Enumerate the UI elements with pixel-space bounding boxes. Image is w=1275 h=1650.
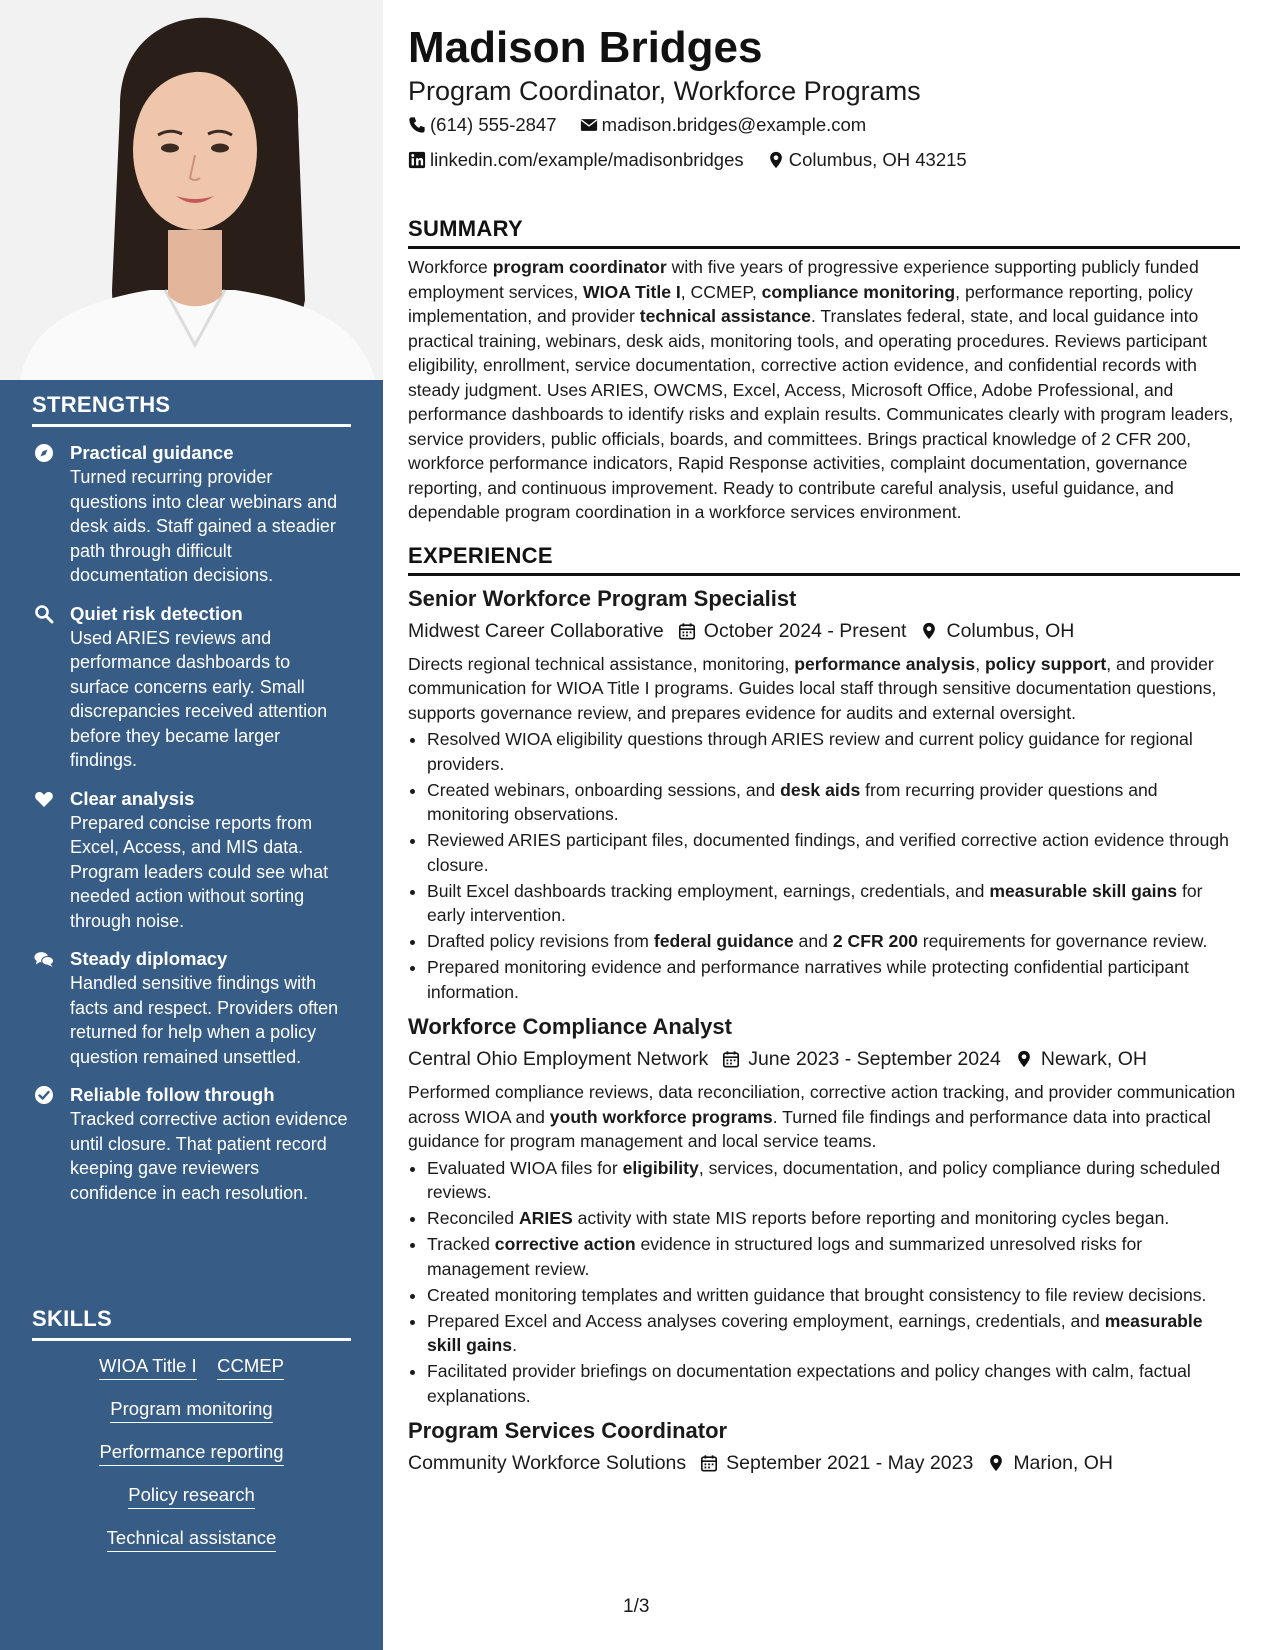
bold-keyword: youth workforce programs xyxy=(549,1106,773,1127)
job-description: Directs regional technical assistance, monitoring, performance analysis, policy support, and provider communication for WIOA Title I programs. Guides local staff through sensitive documentation questions, supports governance review, and prepares evidence for audits and external oversight. xyxy=(408,653,1217,723)
phone-icon xyxy=(408,116,426,134)
bold-keyword: federal guidance xyxy=(653,931,794,951)
skill-tag: Technical assistance xyxy=(107,1527,277,1552)
map-pin-icon xyxy=(920,622,938,640)
job-title: Workforce Compliance Analyst xyxy=(408,1014,732,1039)
strength-text: Handled sensitive findings with facts and respect. Providers often returned for help when a policy question remained unsettled. xyxy=(70,973,339,1067)
map-pin-icon xyxy=(1015,1050,1033,1068)
linkedin-contact xyxy=(408,145,744,175)
summary-heading: SUMMARY xyxy=(408,216,1240,249)
strength-text: Prepared concise reports from Excel, Access, and MIS data. Program leaders could see what needed action without sorting through noise. xyxy=(70,812,329,931)
strength-item xyxy=(32,787,351,934)
skills-list xyxy=(32,1355,351,1552)
job-bullet: • Reconciled ARIES activity with state MIS reports before reporting and monitoring cycles began. xyxy=(427,1206,1240,1231)
skills-heading: SKILLS xyxy=(32,1306,351,1341)
strength-text: Turned recurring provider questions into clear webinars and desk aids. Staff gained a steadier path through difficult documentation decisions. xyxy=(70,467,338,585)
job-bullet: • Facilitated provider briefings on documentation expectations and policy changes with calm, factual explanations. xyxy=(427,1359,1240,1408)
job-title: Program Services Coordinator xyxy=(408,1418,728,1443)
experience-section xyxy=(408,543,1240,1479)
phone-number[interactable]: (614) 555-2847 xyxy=(430,114,557,135)
skill-tag: CCMEP xyxy=(217,1355,284,1380)
job-bullet: • Prepared monitoring evidence and performance narratives while protecting confidential participant information. xyxy=(427,955,1240,1004)
company-name: Community Workforce Solutions xyxy=(408,1452,687,1474)
job-entry xyxy=(408,584,1240,1005)
job-description: Performed compliance reviews, data reconciliation, corrective action tracking, and provider communication across WIOA and youth workforce programs. Turned file findings and performance data into practical guidance for program management and local service teams. xyxy=(408,1082,1236,1151)
job-bullet: • Built Excel dashboards tracking employment, earnings, credentials, and measurable skill gains for early intervention. xyxy=(427,879,1240,928)
strength-item xyxy=(32,602,351,773)
job-bullet: • Created monitoring templates and written guidance that brought consistency to file review decisions. xyxy=(427,1283,1240,1308)
strength-text: Tracked corrective action evidence until closure. That patient record keeping gave reviewers confidence in each resolution. xyxy=(70,1109,348,1203)
map-pin-icon xyxy=(767,151,785,169)
company-name: Midwest Career Collaborative xyxy=(408,619,664,642)
strengths-heading: STRENGTHS xyxy=(32,392,351,427)
bold-keyword: policy support xyxy=(984,653,1107,674)
phone-contact xyxy=(408,110,557,140)
job-bullet: • Created webinars, onboarding sessions, and desk aids from recurring provider questions and monitoring observations. xyxy=(427,778,1240,827)
location-contact xyxy=(767,145,967,175)
job-bullet: • Evaluated WIOA files for eligibility, services, documentation, and policy compliance during scheduled reviews. xyxy=(427,1156,1240,1205)
job-bullets xyxy=(408,727,1240,1004)
job-dates: September 2021 - May 2023 xyxy=(726,1452,974,1474)
job-bullet: • Tracked corrective action evidence in structured logs and summarized unresolved risks for management review. xyxy=(427,1232,1240,1281)
job-bullet: • Prepared Excel and Access analyses covering employment, earnings, credentials, and measurable skill gains. xyxy=(427,1309,1240,1358)
job-title: Senior Workforce Program Specialist xyxy=(408,585,797,611)
strength-title: Quiet risk detection xyxy=(70,602,243,624)
job-meta xyxy=(408,1448,1240,1478)
job-bullet: • Resolved WIOA eligibility questions through ARIES review and current policy guidance for regional providers. xyxy=(427,727,1240,776)
check-circle-icon xyxy=(34,1085,54,1105)
skill-tag: Performance reporting xyxy=(99,1441,283,1466)
email-address[interactable]: madison.bridges@example.com xyxy=(601,114,867,135)
bold-keyword: technical assistance xyxy=(639,306,811,326)
contact-row xyxy=(408,110,1240,143)
bold-keyword: 2 CFR 200 xyxy=(832,931,918,951)
bold-keyword: measurable skill gains xyxy=(427,1310,1203,1355)
map-pin-icon xyxy=(987,1454,1005,1472)
sidebar xyxy=(0,0,383,1650)
job-location: Marion, OH xyxy=(1013,1452,1114,1474)
job-entry xyxy=(408,1012,1240,1408)
profile-photo xyxy=(0,0,383,380)
main-content xyxy=(408,22,1240,1478)
strength-title: Reliable follow through xyxy=(70,1084,275,1105)
bold-keyword: eligibility xyxy=(622,1157,699,1178)
job-meta xyxy=(408,1044,1240,1074)
job-dates: October 2024 - Present xyxy=(703,619,907,642)
job-entry xyxy=(408,1416,1240,1478)
contact-row xyxy=(408,145,1240,178)
bold-keyword: desk aids xyxy=(780,779,861,800)
summary-text: Workforce program coordinator with five years of progressive experience supporting publicly funded employment services, WIOA Title I, CCMEP, compliance monitoring, performance reporting, policy implementation, and provider technical assistance. Translates federal, state, and local guidance into practical training, webinars, desk aids, monitoring tools, and operating procedures. Reviews participant eligibility, enrollment, service documentation, corrective action evidence, and confidential records with steady judgment. Uses ARIES, OWCMS, Excel, Access, Microsoft Office, Adobe Professional, and performance dashboards to identify risks and explain results. Communicates clearly with program leaders, service providers, public officials, boards, and committees. Brings practical knowledge of 2 CFR 200, workforce performance indicators, Rapid Response activities, complaint documentation, governance reporting, and continuous improvement. Ready to contribute careful analysis, useful guidance, and dependable program coordination in a workforce services environment. xyxy=(408,257,1234,522)
portrait-illustration xyxy=(0,0,383,380)
job-location: Newark, OH xyxy=(1040,1048,1147,1070)
linkedin-icon xyxy=(408,151,426,169)
candidate-title: Program Coordinator, Workforce Programs xyxy=(408,76,921,106)
skill-tag: Policy research xyxy=(128,1484,254,1509)
calendar-icon xyxy=(722,1050,740,1068)
skills-section xyxy=(32,1306,351,1570)
strength-item xyxy=(32,947,351,1069)
bold-keyword: measurable skill gains xyxy=(989,880,1178,901)
company-name: Central Ohio Employment Network xyxy=(408,1048,709,1070)
strengths-section xyxy=(32,392,351,1205)
strength-item xyxy=(32,441,351,588)
strength-title: Practical guidance xyxy=(70,442,234,463)
compass-icon xyxy=(34,443,54,463)
envelope-icon xyxy=(580,116,598,134)
job-bullets xyxy=(408,1156,1240,1409)
location-text: Columbus, OH 43215 xyxy=(788,149,967,170)
job-bullet: • Reviewed ARIES participant files, documented findings, and verified corrective action evidence through closure. xyxy=(427,828,1240,877)
experience-heading: EXPERIENCE xyxy=(408,543,1240,576)
strength-text: Used ARIES reviews and performance dashboards to surface concerns early. Small discrepancies received attention before they became larger findings. xyxy=(70,627,328,770)
job-location: Columbus, OH xyxy=(946,619,1075,642)
bold-keyword: ARIES xyxy=(518,1208,573,1228)
job-bullet: • Drafted policy revisions from federal guidance and 2 CFR 200 requirements for governance review. xyxy=(427,929,1240,954)
heart-icon xyxy=(34,789,54,809)
email-contact xyxy=(580,110,867,140)
calendar-icon xyxy=(700,1454,718,1472)
comments-icon xyxy=(34,949,54,969)
skill-tag: WIOA Title I xyxy=(99,1355,197,1380)
bold-keyword: performance analysis xyxy=(794,653,976,674)
candidate-name: Madison Bridges xyxy=(408,23,763,72)
skill-tag: Program monitoring xyxy=(110,1398,272,1423)
bold-keyword: program coordinator xyxy=(492,257,667,277)
bold-keyword: compliance monitoring xyxy=(761,281,956,302)
job-meta xyxy=(408,616,1240,646)
job-dates: June 2023 - September 2024 xyxy=(748,1048,1001,1070)
strength-item xyxy=(32,1083,351,1205)
bold-keyword: corrective action xyxy=(494,1234,636,1254)
strength-title: Steady diplomacy xyxy=(70,948,228,969)
linkedin-url[interactable]: linkedin.com/example/madisonbridges xyxy=(430,149,744,170)
strength-title: Clear analysis xyxy=(70,787,195,809)
bold-keyword: WIOA Title I xyxy=(583,281,681,302)
page-number: 1/3 xyxy=(623,1596,650,1617)
calendar-icon xyxy=(678,622,696,640)
search-icon xyxy=(34,604,54,624)
summary-section xyxy=(408,216,1240,525)
